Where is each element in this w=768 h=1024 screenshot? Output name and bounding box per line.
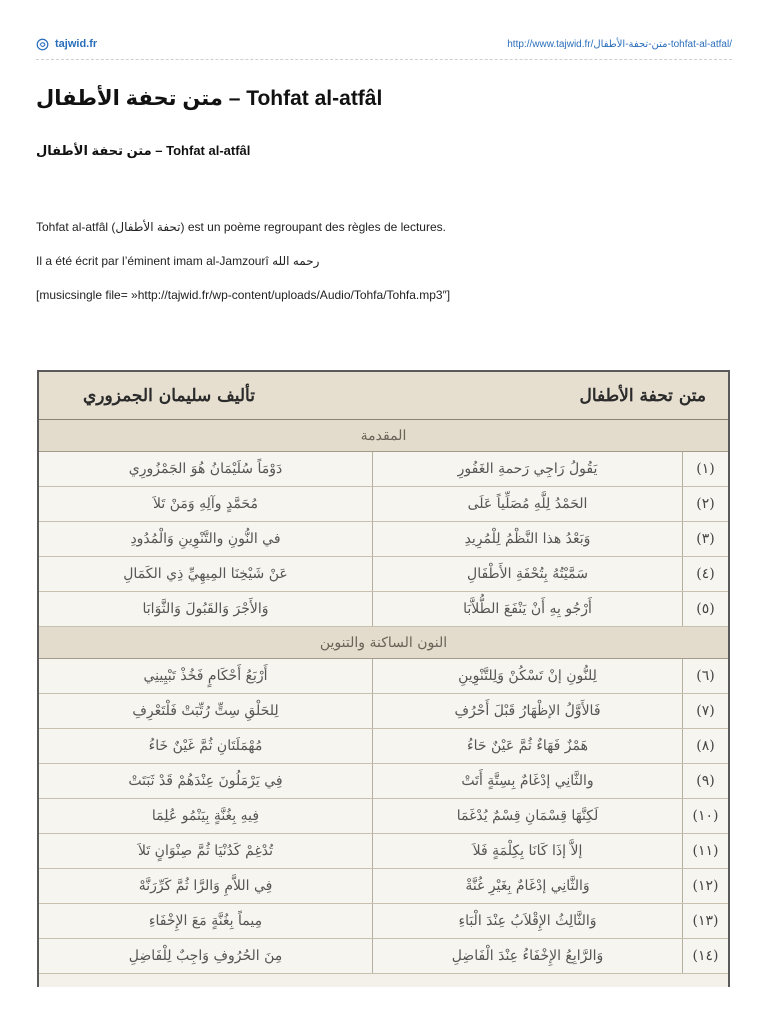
verse-number: (٦) — [696, 668, 715, 684]
verse-number: (٩) — [696, 773, 715, 789]
page-url[interactable]: http://www.tajwid.fr/متن-تحفة-الأطفال-tohfat-al-atfal/ — [507, 38, 732, 50]
verse-second-half: أَرْبَعُ أَحْكَامٍ فَخُذْ تَبْيِينِي — [39, 659, 373, 693]
verse-number: (٢) — [696, 496, 715, 512]
verse-first-half: لِلنُّونِ إنْ تَسْكُنْ وَلِلتَّنْوِينِ — [373, 659, 683, 693]
audio-shortcode: [musicsingle file= »http://tajwid.fr/wp-content/uploads/Audio/Tohfa/Tohfa.mp3″] — [36, 288, 451, 302]
verse-first-half: وَالثَّانِي إدْغَامٌ بِغَيْرِ غُنَّةْ — [373, 869, 683, 903]
site-name[interactable]: tajwid.fr — [55, 38, 98, 50]
verse-row — [39, 522, 728, 557]
verse-first-half: فَالأَوَّلُ الإظْهَارُ قَبْلَ أَحْرُفِ — [373, 694, 683, 728]
verse-first-half: الحَمْدُ لِلَّهِ مُصَلِّياً عَلَى — [373, 487, 683, 521]
verse-row — [39, 557, 728, 592]
section-title: النون الساكنة والتنوين — [39, 627, 728, 659]
verse-second-half: تُدْغِمْ كَدُنْيَا ثُمَّ صِنْوَانٍ تَلاَ — [39, 834, 373, 868]
verse-number: (١٣) — [692, 913, 719, 929]
poem-author: تأليف سليمان الجمزوري — [83, 385, 255, 406]
verse-row — [39, 729, 728, 764]
verse-first-half: وَالرَّابِعُ الإِخْفَاءُ عِنْدَ الْفَاضِلِ — [373, 939, 683, 973]
verse-second-half: فِي اللاَّمِ وَالرَّا ثُمَّ كَرِّرَنَّهْ — [39, 869, 373, 903]
verse-number: (١٢) — [692, 878, 719, 894]
verse-first-half: لَكِنَّهَا قِسْمَانِ قِسْمٌ يُدْغَمَا — [373, 799, 683, 833]
verse-row — [39, 487, 728, 522]
page-subtitle: متن تحفة الأطفال – Tohfat al-atfâl — [36, 143, 251, 158]
verse-second-half: مِيماً بِغُنَّةٍ مَعَ الإِخْفَاءِ — [39, 904, 373, 938]
verse-second-half: وَالأَجْرَ وَالقَبُولَ وَالثَّوَابَا — [39, 592, 373, 626]
verse-row — [39, 904, 728, 939]
page-title: متن تحفة الأطفال – Tohfat al-atfâl — [36, 87, 383, 110]
verse-number: (٨) — [696, 738, 715, 754]
verse-row — [39, 834, 728, 869]
verse-second-half: عَنْ شَيْخِنَا المِيهِيِّ ذِي الكَمَالِ — [39, 557, 373, 591]
verse-row — [39, 592, 728, 627]
verse-second-half: مِنَ الحُرُوفِ وَاجِبٌ لِلْفَاضِلِ — [39, 939, 373, 973]
verse-number: (٧) — [696, 703, 715, 719]
author-paragraph: Il a été écrit par l’éminent imam al-Jamzourî رحمه الله — [36, 254, 320, 268]
verse-second-half: مُحَمَّدٍ وآلِهِ وَمَنْ تَلاَ — [39, 487, 373, 521]
verse-row — [39, 869, 728, 904]
verse-second-half: مُهْمَلَتَانِ ثُمَّ غَيْنٌ خَاءُ — [39, 729, 373, 763]
verse-number: (٤) — [696, 566, 715, 582]
verse-number: (١) — [696, 461, 715, 477]
verse-number: (١٤) — [692, 948, 719, 964]
verse-row — [39, 694, 728, 729]
verse-number: (١٠) — [692, 808, 719, 824]
verse-row — [39, 939, 728, 974]
verse-second-half: دَوْمَاً سُلَيْمَانُ هُوَ الجَمْزُورِي — [39, 452, 373, 486]
site-logo-icon — [36, 38, 49, 51]
verse-first-half: وَبَعْدُ هذا النَّظْمُ لِلْمُرِيدِ — [373, 522, 683, 556]
poem-table — [37, 370, 730, 987]
verse-first-half: أَرْجُو بِهِ أَنْ يَنْفَعَ الطُّلاَّبَا — [373, 592, 683, 626]
verse-row — [39, 659, 728, 694]
verse-number: (٥) — [696, 601, 715, 617]
verse-first-half: هَمْزٌ فَهَاءٌ ثُمَّ عَيْنٌ حَاءُ — [373, 729, 683, 763]
verse-first-half: يَقُولُ رَاجِي رَحمةِ الغَفُورِ — [373, 452, 683, 486]
verse-second-half: فِيهِ بِغُنَّةٍ بِيَنْمُو عُلِمَا — [39, 799, 373, 833]
verse-number: (١١) — [692, 843, 719, 859]
verse-first-half: والثَّانِي إدْغَامٌ بِسِتَّةٍ أَتَتْ — [373, 764, 683, 798]
verse-second-half: في النُّونِ والتَّنْوِينِ وَالْمُدُودِ — [39, 522, 373, 556]
site-link[interactable] — [36, 38, 97, 51]
verse-row — [39, 452, 728, 487]
intro-paragraph: Tohfat al-atfâl (تحفة الأطفال) est un poème regroupant des règles de lectures. — [36, 220, 446, 234]
verse-first-half: سَمَّيْتُهُ بِتُحْفَةِ الأَطْفَالِ — [373, 557, 683, 591]
verse-second-half: فِي يَرْمَلُونَ عِنْدَهُمْ قَدْ ثَبَتَتْ — [39, 764, 373, 798]
verse-row — [39, 764, 728, 799]
header-divider — [36, 59, 732, 60]
verse-second-half: لِلحَلْقِ سِتٍّ رُتِّبَتْ فَلْتَعْرِفِ — [39, 694, 373, 728]
top-bar — [36, 36, 732, 52]
poem-header — [39, 372, 728, 420]
section-title: المقدمة — [39, 420, 728, 452]
verse-number: (٣) — [696, 531, 715, 547]
verse-first-half: وَالثَّالِثُ الإِقْلاَبُ عِنْدَ الْبَاءِ — [373, 904, 683, 938]
verse-row — [39, 799, 728, 834]
verse-first-half: إلاَّ إذَا كَانَا بِكِلْمَةٍ فَلاَ — [373, 834, 683, 868]
poem-title: متن تحفة الأطفال — [579, 385, 706, 406]
